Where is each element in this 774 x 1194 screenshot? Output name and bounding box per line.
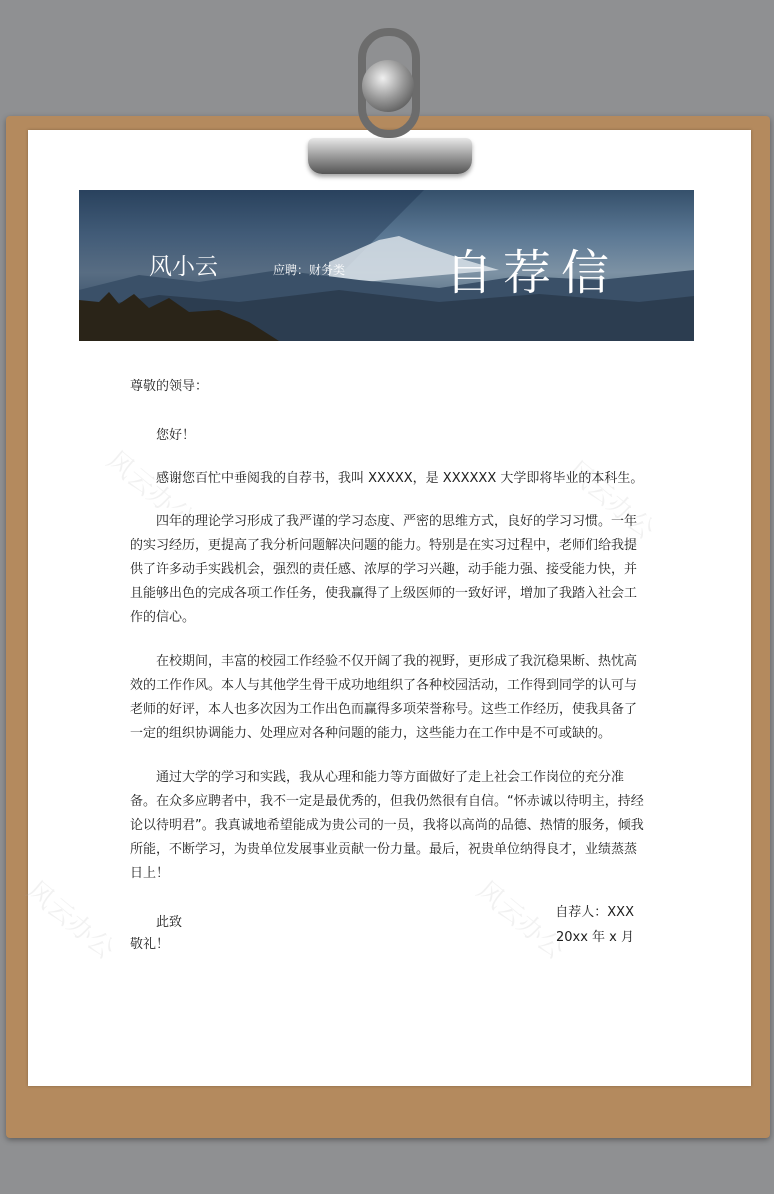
clip-hub bbox=[362, 60, 414, 112]
applicant-name: 风小云 bbox=[149, 254, 218, 280]
letter-body bbox=[130, 375, 644, 956]
paragraph-study: 四年的理论学习形成了我严谨的学习态度、严密的思维方式，良好的学习习惯。一年的实习经历，更提高了我分析问题解决问题的能力。特别是在实习过程中，老师们给我提供了许多动手实践机会，强烈的责任感、浓厚的学习兴趣，动手能力强、接受能力快，并且能够出色的完成各项工作任务，使我赢得了上级医师的一致好评，增加了我踏入社会工作的信心。 bbox=[130, 514, 638, 625]
clip-plate bbox=[308, 138, 472, 174]
greeting: 您好！ bbox=[156, 428, 196, 443]
signer: 自荐人：XXX bbox=[555, 905, 634, 920]
paragraph-intro: 感谢您百忙中垂阅我的自荐书，我叫 XXXXX，是 XXXXXX 大学即将毕业的本科生。 bbox=[156, 471, 644, 486]
paragraph-campus: 在校期间，丰富的校园工作经验不仅开阔了我的视野，更形成了我沉稳果断、热忱高效的工作作风。本人与其他学生骨干成功地组织了各种校园活动，工作得到同学的认可与老师的好评，本人也多次因为工作出色而赢得多项荣誉称号。这些工作经历，使我具备了一定的组织协调能力、处理应对各种问题的能力，这些能力在工作中是不可或缺的。 bbox=[130, 654, 638, 741]
signature-block bbox=[540, 900, 634, 950]
watermark: 风云办公 bbox=[20, 875, 120, 966]
closing-salute: 敬礼！ bbox=[130, 937, 170, 952]
watermark: 风云办公 bbox=[470, 875, 570, 966]
closing-line: 此致 bbox=[156, 915, 183, 930]
banner-title: 自荐信 bbox=[445, 245, 620, 301]
header-banner bbox=[79, 190, 694, 341]
applied-position: 应聘：财务类 bbox=[273, 263, 346, 277]
paragraph-practice: 通过大学的学习和实践，我从心理和能力等方面做好了走上社会工作岗位的充分准备。在众多应聘者中，我不一定是最优秀的，但我仍然很有自信。“怀赤诚以待明主，持经论以待明君”。我真诚地希望能成为贵公司的一员，我将以高尚的品德、热情的服务，倾我所能，不断学习，为贵单位发展事业贡献一份力量。最后，祝贵单位纳得良才，业绩蒸蒸日上！ bbox=[130, 770, 644, 881]
watermark: 风云办公 bbox=[560, 455, 660, 546]
watermark: 风云办公 bbox=[100, 445, 200, 536]
binder-clip bbox=[300, 20, 480, 180]
date: 20xx 年 x 月 bbox=[555, 930, 634, 945]
salutation: 尊敬的领导： bbox=[130, 379, 209, 394]
